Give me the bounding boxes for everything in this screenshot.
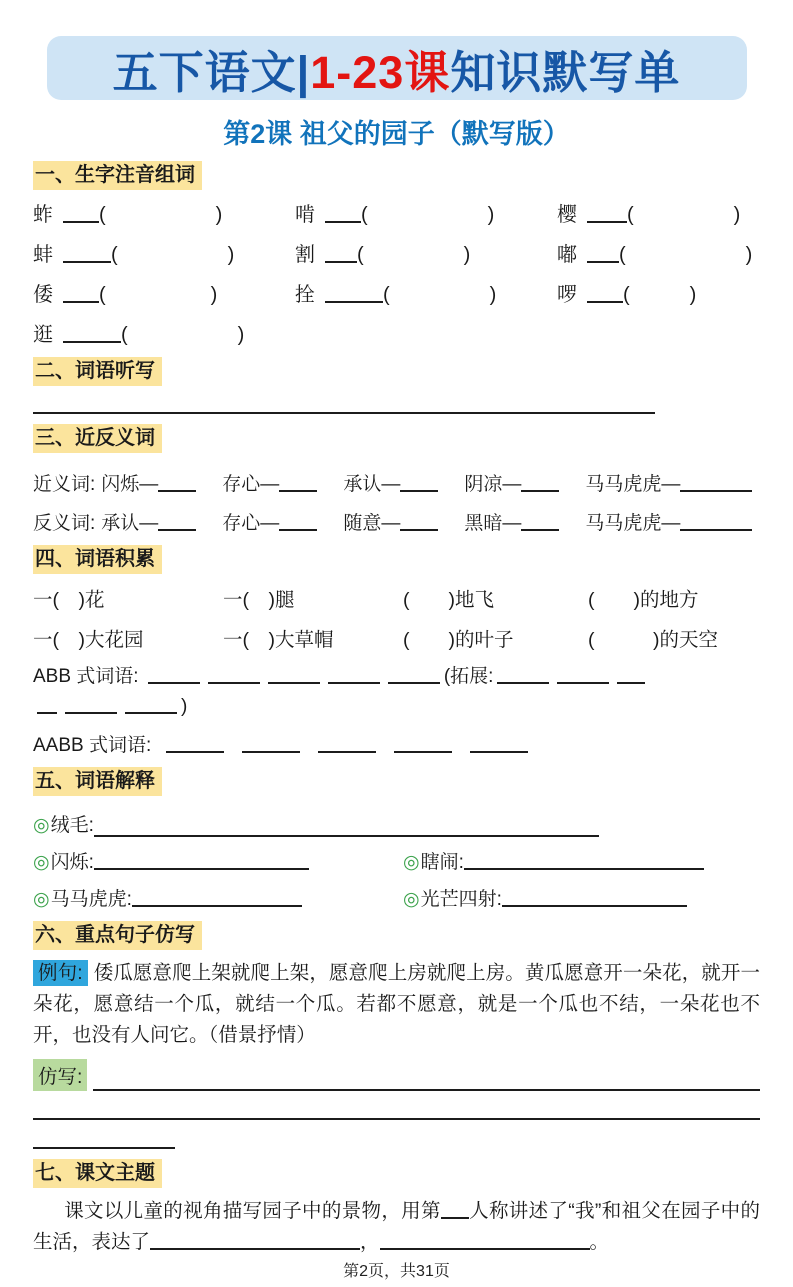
- banner-text-left: 五下语文|: [112, 46, 311, 98]
- open-paren: (: [99, 204, 106, 226]
- imitation-answer-line: [33, 1118, 760, 1120]
- synonym-row: [33, 469, 760, 496]
- definition-blank: [94, 850, 309, 870]
- pinyin-cell: [557, 198, 760, 227]
- pinyin-cell: [295, 198, 557, 227]
- imitation-answer-line: [33, 1147, 175, 1149]
- pinyin-blank: [63, 322, 121, 343]
- quantifier-item: 一( )腿: [223, 589, 295, 611]
- definition-term: [403, 884, 687, 911]
- antonym-item: [464, 508, 559, 535]
- answer-blank: [150, 1230, 360, 1250]
- open-paren: (: [361, 204, 368, 226]
- section4-heading: 四、词语积累: [33, 545, 162, 574]
- word: 阴凉—: [464, 474, 522, 495]
- answer-blank: [400, 472, 438, 492]
- answer-blank: [158, 511, 196, 531]
- section2-heading: 二、词语听写: [33, 357, 162, 386]
- answer-blank: [394, 733, 452, 753]
- quantifier-item: ( )地飞: [403, 589, 494, 611]
- definition-row: [33, 810, 760, 837]
- close-paren: ): [733, 204, 741, 226]
- abb-words-line: [33, 662, 760, 722]
- answer-blank: [680, 472, 752, 492]
- term-text: 绒毛:: [50, 815, 94, 836]
- pinyin-cell: [557, 278, 760, 307]
- theme-paragraph: [33, 1196, 760, 1258]
- antonym-item: [585, 508, 752, 535]
- expand-close-paren: ): [181, 696, 188, 717]
- open-paren: (: [619, 244, 626, 266]
- synonym-item: [101, 469, 196, 496]
- section6-heading: 六、重点句子仿写: [33, 921, 202, 950]
- answer-blank: [208, 664, 260, 684]
- new-character: 啃: [295, 204, 315, 226]
- aabb-words-line: [33, 730, 760, 757]
- pinyin-blank: [63, 282, 99, 303]
- antonym-item: [343, 508, 438, 535]
- ring-bullet-icon: ◎: [33, 889, 50, 910]
- synonym-item: [222, 469, 317, 496]
- definition-row: [33, 884, 760, 911]
- word: 黑暗—: [464, 513, 522, 534]
- page-number: 第2页，共31页: [343, 1263, 450, 1280]
- antonym-item: [222, 508, 317, 535]
- term-text: 马马虎虎:: [50, 889, 132, 910]
- pinyin-blank: [325, 242, 357, 263]
- section5-heading: 五、词语解释: [33, 767, 162, 796]
- new-character: 啰: [557, 284, 577, 306]
- word: 随意—: [343, 513, 401, 534]
- new-character: 割: [295, 244, 315, 266]
- row-label: 反义词:: [33, 513, 96, 534]
- word: 马马虎虎—: [585, 513, 681, 534]
- imitation-row: [33, 1059, 760, 1091]
- example-label: 例句:: [33, 960, 88, 986]
- dictation-answer-line: [33, 412, 655, 414]
- quantifier-item: 一( )花: [33, 589, 105, 611]
- definition-term: [33, 847, 403, 874]
- section1-heading: 一、生字注音组词: [33, 161, 202, 190]
- pinyin-cell: [33, 278, 295, 307]
- word-accumulation-grid: [33, 584, 760, 652]
- pinyin-cell: [557, 238, 760, 267]
- answer-blank: [388, 664, 440, 684]
- answer-blank: [279, 472, 317, 492]
- new-character: 樱: [557, 204, 577, 226]
- example-paragraph: [33, 958, 760, 1051]
- new-character: 蚱: [33, 204, 53, 226]
- answer-blank: [441, 1199, 469, 1219]
- abb-label: ABB 式词语:: [33, 666, 139, 687]
- word: 承认—: [343, 474, 401, 495]
- answer-blank: [37, 694, 57, 714]
- imitation-blank: [93, 1071, 760, 1091]
- answer-blank: [470, 733, 528, 753]
- term-text: 光芒四射:: [420, 889, 502, 910]
- word: 存心—: [222, 474, 280, 495]
- open-paren: (: [623, 284, 630, 306]
- quantifier-item: ( )的叶子: [403, 629, 514, 651]
- theme-text: 人称讲述了“我”和祖父在园子中的生活，表达了: [33, 1200, 760, 1253]
- banner-text-right: 知识默写单: [450, 46, 681, 98]
- new-character: 嘟: [557, 244, 577, 266]
- term-text: 闪烁:: [50, 852, 94, 873]
- pinyin-blank: [325, 202, 361, 223]
- new-character: 逛: [33, 324, 53, 346]
- new-character: 倭: [33, 284, 53, 306]
- term-text: 瞎闹:: [420, 852, 464, 873]
- page-banner: [47, 36, 747, 100]
- pinyin-cell: [33, 198, 295, 227]
- pinyin-blank: [587, 282, 623, 303]
- answer-blank: [242, 733, 300, 753]
- example-sentence: 倭瓜愿意爬上架就爬上架，愿意爬上房就爬上房。黄瓜愿意开一朵花，就开一朵花，愿意结一个瓜，就结一个瓜。若都不愿意，就是一个瓜也不结，一朵花也不开，也没有人问它。（借景抒情）: [33, 962, 760, 1046]
- ring-bullet-icon: ◎: [33, 815, 50, 836]
- row-label: 近义词:: [33, 474, 96, 495]
- pinyin-word-grid: [33, 198, 760, 347]
- pinyin-cell: [295, 238, 557, 267]
- close-paren: ): [237, 324, 245, 346]
- answer-blank: [400, 511, 438, 531]
- word: 存心—: [222, 513, 280, 534]
- antonym-row: [33, 508, 760, 535]
- open-paren: (: [111, 244, 118, 266]
- answer-blank: [497, 664, 549, 684]
- pinyin-cell: [295, 278, 557, 307]
- pinyin-blank: [587, 242, 619, 263]
- definition-blank: [464, 850, 704, 870]
- quantifier-item: 一( )大草帽: [223, 629, 334, 651]
- pinyin-blank: [63, 242, 111, 263]
- definition-term: [33, 884, 403, 911]
- synonym-item: [343, 469, 438, 496]
- pinyin-cell: [33, 238, 295, 267]
- close-paren: ): [215, 204, 223, 226]
- definition-blank: [502, 887, 687, 907]
- new-character: 蚌: [33, 244, 53, 266]
- definition-row: [33, 847, 760, 874]
- ring-bullet-icon: ◎: [33, 852, 50, 873]
- answer-blank: [328, 664, 380, 684]
- quantifier-item: 一( )大花园: [33, 629, 144, 651]
- answer-blank: [279, 511, 317, 531]
- open-paren: (: [357, 244, 364, 266]
- close-paren: ): [745, 244, 753, 266]
- pinyin-cell: [33, 318, 295, 347]
- open-paren: (: [99, 284, 106, 306]
- aabb-label: AABB 式词语:: [33, 735, 152, 756]
- open-paren: (: [383, 284, 390, 306]
- answer-blank: [617, 664, 645, 684]
- answer-blank: [521, 472, 559, 492]
- banner-text-lessons: 1-23课: [310, 46, 451, 98]
- lesson-title: 第2课 祖父的园子（默写版）: [223, 119, 570, 149]
- close-paren: ): [463, 244, 471, 266]
- comma: ，: [360, 1231, 380, 1253]
- definition-term: [33, 810, 94, 837]
- open-paren: (: [121, 324, 128, 346]
- close-paren: ): [210, 284, 218, 306]
- close-paren: ): [227, 244, 235, 266]
- answer-blank: [318, 733, 376, 753]
- section7-heading: 七、课文主题: [33, 1159, 162, 1188]
- quantifier-item: ( )的天空: [588, 629, 718, 651]
- close-paren: ): [487, 204, 495, 226]
- ring-bullet-icon: ◎: [403, 889, 420, 910]
- answer-blank: [148, 664, 200, 684]
- close-paren: ): [489, 284, 497, 306]
- period: 。: [589, 1231, 610, 1253]
- close-paren: ): [689, 284, 697, 306]
- antonym-item: [101, 508, 196, 535]
- synonym-item: [464, 469, 559, 496]
- ring-bullet-icon: ◎: [403, 852, 420, 873]
- answer-blank: [125, 694, 177, 714]
- answer-blank: [166, 733, 224, 753]
- section3-heading: 三、近反义词: [33, 424, 162, 453]
- new-character: 拴: [295, 284, 315, 306]
- answer-blank: [557, 664, 609, 684]
- pinyin-blank: [63, 202, 99, 223]
- answer-blank: [380, 1230, 590, 1250]
- definition-blank: [94, 817, 599, 837]
- definition-blank: [132, 887, 302, 907]
- definition-term: [403, 847, 704, 874]
- open-paren: (: [627, 204, 634, 226]
- expand-label: (拓展:: [443, 666, 494, 687]
- word: 闪烁—: [101, 474, 159, 495]
- answer-blank: [680, 511, 752, 531]
- answer-blank: [158, 472, 196, 492]
- answer-blank: [268, 664, 320, 684]
- imitation-label: 仿写:: [33, 1059, 87, 1091]
- pinyin-blank: [325, 282, 383, 303]
- theme-text: 课文以儿童的视角描写园子中的景物，用第: [64, 1200, 441, 1222]
- answer-blank: [521, 511, 559, 531]
- pinyin-blank: [587, 202, 627, 223]
- answer-blank: [65, 694, 117, 714]
- synonym-item: [585, 469, 752, 496]
- quantifier-item: ( )的地方: [588, 589, 699, 611]
- word: 马马虎虎—: [585, 474, 681, 495]
- word: 承认—: [101, 513, 159, 534]
